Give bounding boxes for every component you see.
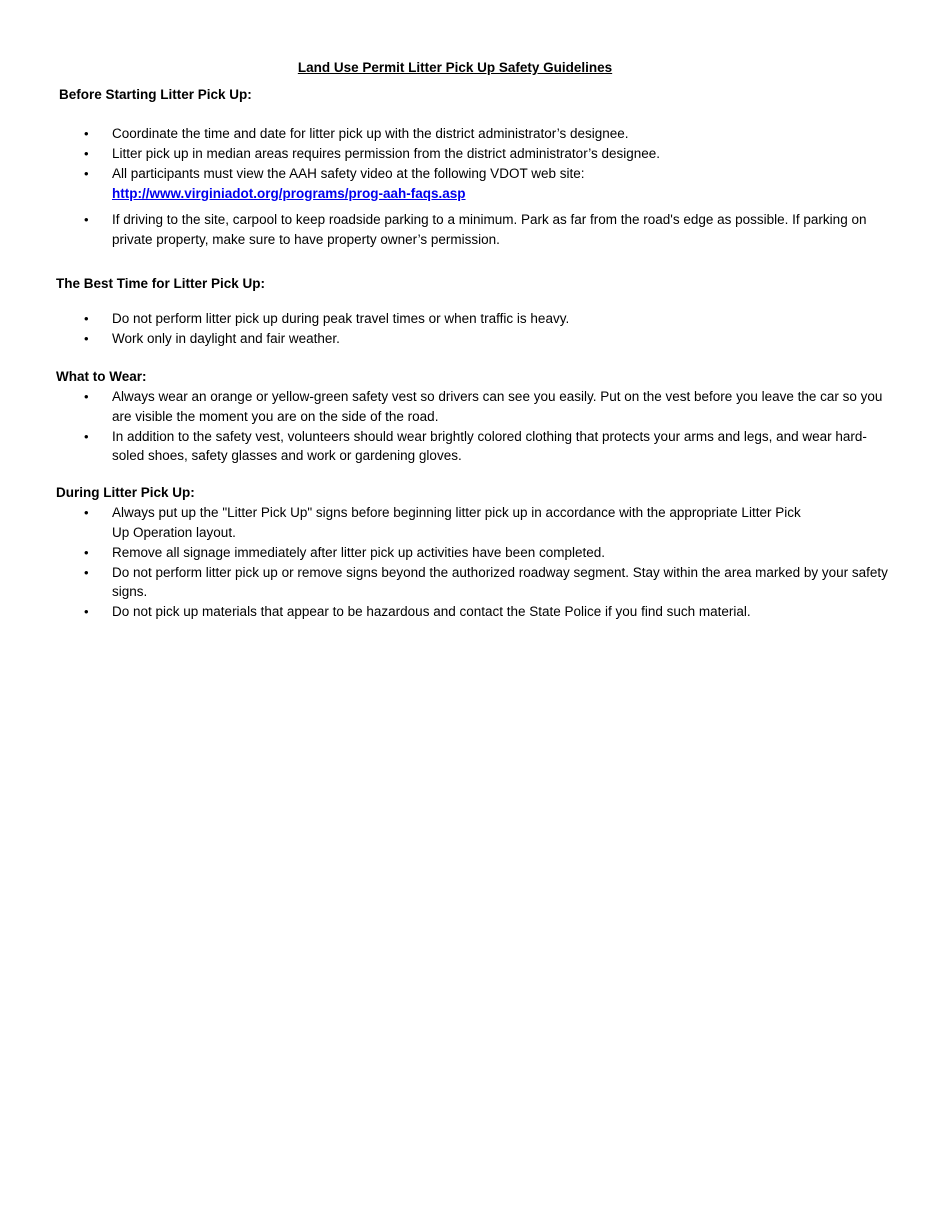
list-item — [0, 144, 890, 164]
list-item-text: Litter pick up in median areas requires permission from the district administrator’s designee. — [112, 146, 660, 161]
section-heading-before: Before Starting Litter Pick Up: — [59, 87, 252, 102]
list-before — [0, 124, 950, 250]
bullet-icon: • — [84, 166, 89, 181]
list-item-text: All participants must view the AAH safety video at the following VDOT web site: — [112, 166, 585, 181]
list-item — [0, 164, 890, 203]
section-heading-best-time: The Best Time for Litter Pick Up: — [56, 276, 266, 291]
bullet-icon: • — [84, 146, 89, 161]
bullet-icon: • — [84, 428, 89, 444]
list-item — [0, 329, 890, 349]
bullet-icon: • — [84, 311, 89, 326]
document-title: Land Use Permit Litter Pick Up Safety Guidelines — [297, 60, 613, 75]
bullet-icon: • — [84, 505, 89, 520]
list-item — [0, 124, 890, 144]
list-best-time — [0, 309, 950, 349]
list-item — [0, 210, 890, 249]
list-item-text: Do not pick up materials that appear to be hazardous and contact the State Police if you find such material. — [112, 604, 751, 619]
list-item-text: Always wear an orange or yellow-green safety vest so drivers can see you easily. Put on the vest before you leave the car so you are visible the moment you are on the side of the road. — [112, 389, 883, 424]
list-item-text: Always put up the "Litter Pick Up" signs before beginning litter pick up in accordance with the appropriate Litter Pick Up Operation layout. — [112, 505, 801, 540]
list-item — [0, 427, 890, 466]
list-item — [0, 387, 890, 426]
list-item-text: If driving to the site, carpool to keep roadside parking to a minimum. Park as far from the road's edge as possible. If parking on private property, make sure to have property owner’s permission. — [112, 212, 867, 247]
list-item — [0, 503, 812, 542]
list-item-text: Do not perform litter pick up or remove signs beyond the authorized roadway segment. Stay within the area marked by your safety signs. — [112, 564, 888, 599]
bullet-icon: • — [84, 604, 89, 619]
list-item — [0, 543, 890, 563]
bullet-icon: • — [84, 212, 89, 227]
list-item-text: Do not perform litter pick up during peak travel times or when traffic is heavy. — [112, 311, 570, 326]
list-item — [0, 602, 890, 622]
list-item-text: Work only in daylight and fair weather. — [112, 331, 340, 346]
list-item-text: In addition to the safety vest, volunteers should wear brightly colored clothing that protects your arms and legs, and wear hard-soled shoes, safety glasses and work or gardening gloves. — [112, 428, 867, 463]
vdot-video-link[interactable]: http://www.virginiadot.org/programs/prog-aah-faqs.asp — [112, 185, 466, 201]
bullet-icon: • — [84, 544, 89, 560]
list-item — [0, 309, 890, 329]
bullet-icon: • — [84, 126, 89, 141]
bullet-icon: • — [84, 564, 89, 580]
list-item — [0, 563, 890, 602]
list-what-to-wear — [0, 387, 950, 466]
list-item-text: Coordinate the time and date for litter pick up with the district administrator’s designee. — [112, 126, 629, 141]
section-heading-during: During Litter Pick Up: — [56, 485, 195, 500]
bullet-icon: • — [84, 389, 89, 404]
list-during — [0, 503, 950, 622]
list-item-text: Remove all signage immediately after litter pick up activities have been completed. — [112, 544, 605, 560]
section-heading-what-to-wear: What to Wear: — [56, 369, 147, 384]
bullet-icon: • — [84, 331, 89, 346]
